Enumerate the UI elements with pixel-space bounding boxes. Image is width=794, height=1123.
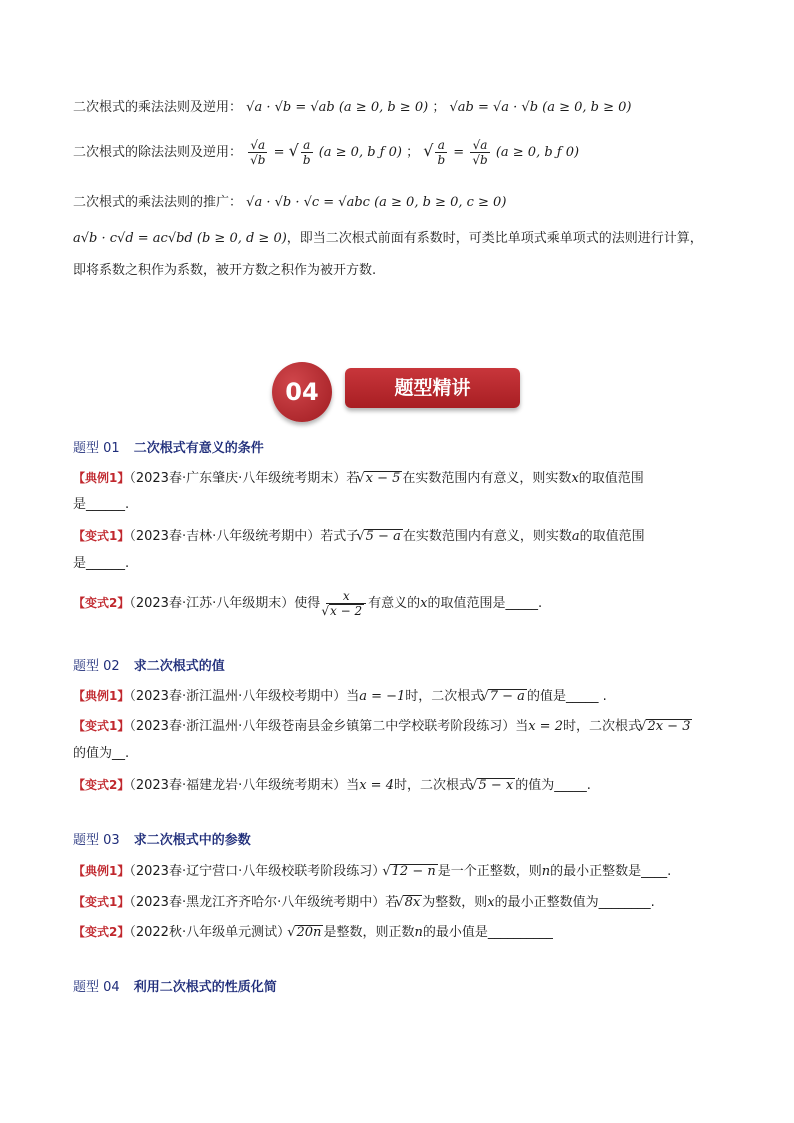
- div-rhs: $\frac{a}{b}$: [302, 138, 311, 167]
- div-rev-rhs: $\frac{√a}{√b}$: [472, 138, 488, 167]
- rule-extension: [73, 194, 506, 212]
- rule-multiplication: [73, 99, 632, 117]
- banner-number: 04: [285, 378, 319, 406]
- section-01-title: 题型 01 二次根式有意义的条件: [73, 441, 264, 456]
- question-cont: 的值为__.: [73, 746, 130, 761]
- question: 【变式2】（2023春·福建龙岩·八年级统考期末）当x = 4时，二次根式 √ 5 − x 的值为_____.: [73, 776, 591, 795]
- section-02-title: 题型 02 求二次根式的值: [73, 659, 225, 674]
- rule-coefficient-cont: 即将系数之积作为系数，被开方数之积作为被开方数.: [73, 263, 377, 278]
- rule-div-label: 二次根式的除法法则及逆用：: [73, 145, 243, 160]
- section-number-badge: [272, 362, 332, 422]
- fraction-expr: x √ x − 2: [326, 589, 366, 618]
- rule-mult-formula-1: √a · √b = √ab (a ≥ 0, b ≥ 0): [246, 100, 429, 115]
- rule-division: 二次根式的除法法则及逆用： $\frac{√a}{√b}$ = √ $\frac{a}{b}$ (a ≥ 0, b ƒ 0) ； √ $\frac{a}{b}$ = $\frac{√a}{√b}$ (a ≥ 0, b ƒ 0): [73, 138, 580, 167]
- div-cond-1: (a ≥ 0, b ƒ 0): [318, 145, 402, 160]
- question: 【典例1】（2023春·辽宁营口·八年级校联考阶段练习） √ 12 − n 是一个正整数，则n的最小正整数是____.: [73, 862, 671, 881]
- question: 【变式1】（2023春·黑龙江齐齐哈尔·八年级统考期中）若 √ 8x 为整数，则x的最小正整数值为________.: [73, 893, 655, 912]
- question: 【变式2】（2022秋·八年级单元测试） √ 20n 是整数，则正数n的最小值是__________: [73, 923, 553, 942]
- rule-mult-sep: ；: [432, 100, 446, 115]
- rule-ext-label: 二次根式的乘法法则的推广：: [73, 195, 243, 210]
- question: 【变式2】（2023春·江苏·八年级期末）使得 x √ x − 2 有意义的x的取值范围是_____.: [73, 586, 542, 621]
- section-04-title: 题型 04 利用二次根式的性质化简: [73, 980, 277, 995]
- rule-mult-formula-2: √ab = √a · √b (a ≥ 0, b ≥ 0): [449, 100, 632, 115]
- radical-expr: √ 20n: [295, 925, 323, 939]
- question: 【变式1】（2023春·浙江温州·八年级苍南县金乡镇第二中学校联考阶段练习）当x = 2时，二次根式 √ 2x − 3: [73, 717, 692, 736]
- radical-expr: √ x − 5: [364, 471, 402, 485]
- question-cont: 是______.: [73, 556, 130, 571]
- rule-coef-text: ，即当二次根式前面有系数时，可类比单项式乘单项式的法则进行计算，: [286, 231, 703, 246]
- radical-expr: √ 5 − a: [364, 529, 402, 543]
- banner-title: 题型精讲: [394, 377, 471, 399]
- rule-ext-formula: √a · √b · √c = √abc (a ≥ 0, b ≥ 0, c ≥ 0): [246, 195, 507, 210]
- div-sep: ；: [406, 145, 420, 160]
- radical-expr: √ 2x − 3: [646, 719, 692, 733]
- radical-expr: √ 8x: [403, 895, 422, 909]
- section-03-title: 题型 03 求二次根式中的参数: [73, 833, 251, 848]
- rule-mult-label: 二次根式的乘法法则及逆用：: [73, 100, 243, 115]
- div-cond-2: (a ≥ 0, b ƒ 0): [495, 145, 580, 160]
- rule-coefficient: [73, 230, 703, 248]
- question: 【变式1】（2023春·吉林·八年级统考期中）若式子 √ 5 − a 在实数范围内有意义，则实数a的取值范围: [73, 527, 645, 546]
- div-rev-lhs: $\frac{a}{b}$: [437, 138, 446, 167]
- question: 【典例1】（2023春·广东肇庆·八年级统考期末）若 √ x − 5 在实数范围内有意义，则实数x的取值范围: [73, 469, 644, 488]
- question-cont: 是______.: [73, 497, 130, 512]
- div-lhs: $\frac{√a}{√b}$: [250, 138, 266, 167]
- radical-expr: √ 5 − x: [477, 778, 515, 792]
- section-banner: [345, 368, 520, 408]
- question: 【典例1】（2023春·浙江温州·八年级校考期中）当a = −1时，二次根式 √ 7 − a 的值是_____ .: [73, 687, 607, 706]
- radical-expr: √ 12 − n: [390, 864, 437, 878]
- radical-expr: √ 7 − a: [488, 689, 526, 703]
- rule-coef-formula: a√b · c√d = ac√bd (b ≥ 0, d ≥ 0): [73, 231, 287, 246]
